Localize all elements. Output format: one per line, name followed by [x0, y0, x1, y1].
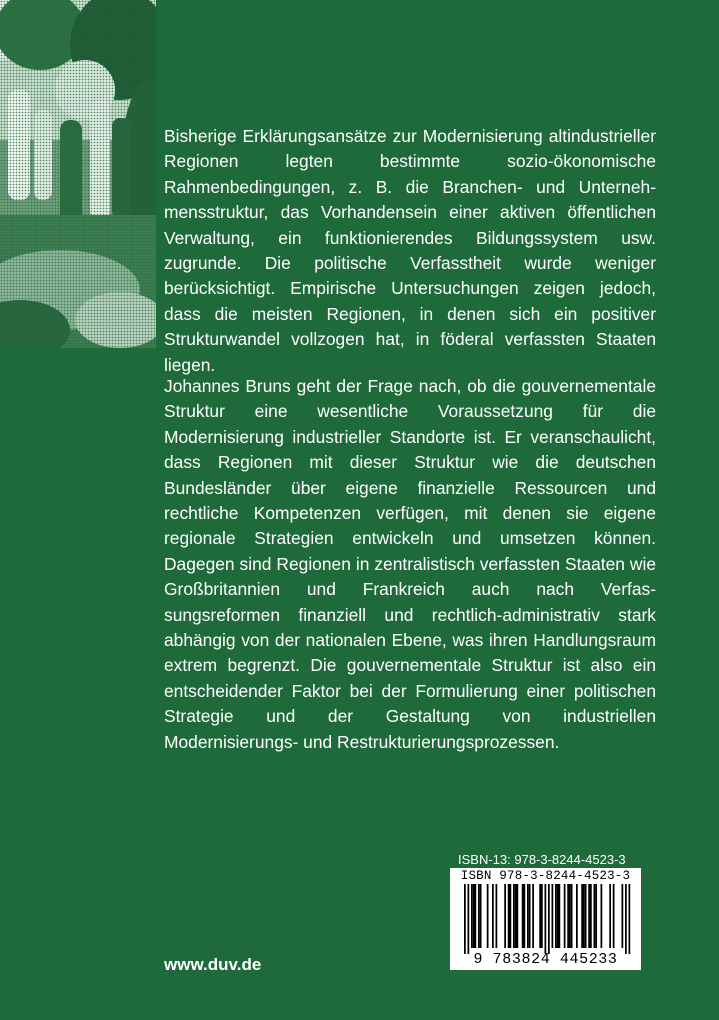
- cover-photo-halftone: [0, 0, 156, 348]
- barcode-bar: [496, 884, 498, 948]
- barcode-bars: [450, 884, 641, 954]
- blurb-paragraph-1: Bisherige Erklärungsansätze zur Modernisierung altindustrieller Regionen legten bestimmte sozio-ökonomische Rahmenbedingungen, z. B. die Branchen- und Unternehmensstruktur, das Vorhandensein einer aktiven öffentlichen Verwaltung, ein funktionierendes Bildungssystem usw. zugrunde. Die politische Verfasstheit wurde weniger berücksichtigt. Empirische Untersuchungen zeigen jedoch, dass die meisten Regionen, in denen sich ein positiver Strukturwandel vollzogen hat, in föderal verfassten Staaten liegen.: [164, 126, 656, 375]
- barcode-bar: [594, 884, 596, 948]
- barcode-bar: [548, 884, 550, 954]
- barcode-bar: [613, 884, 615, 948]
- barcode-bar: [524, 884, 526, 948]
- barcode-bar: [557, 884, 559, 948]
- barcode-bar: [567, 884, 569, 948]
- barcode-bar: [559, 884, 561, 948]
- barcode-bar: [564, 884, 566, 948]
- barcode-bar: [527, 884, 529, 948]
- barcode-bar: [539, 884, 541, 948]
- publisher-website: www.duv.de: [164, 955, 262, 974]
- barcode-bar: [585, 884, 587, 948]
- isbn-barcode: [450, 868, 641, 970]
- barcode-bar: [487, 884, 489, 948]
- barcode-bar: [515, 884, 517, 948]
- barcode-bar: [504, 884, 506, 948]
- barcode-bar: [569, 884, 571, 948]
- barcode-bar: [545, 884, 547, 954]
- barcode-bar: [629, 884, 631, 954]
- barcode-bar: [492, 884, 494, 948]
- barcode-bar: [471, 884, 473, 948]
- barcode-bar: [576, 884, 578, 948]
- barcode-bar: [508, 884, 510, 948]
- barcode-bar: [464, 884, 466, 954]
- barcode-bar: [529, 884, 531, 948]
- barcode-bar: [478, 884, 480, 948]
- barcode-bar: [510, 884, 512, 948]
- blurb-paragraph-2: Johannes Bruns geht der Frage nach, ob die gouvernementale Struktur eine wesentliche Voraussetzung für die Modernisierung industrieller Standorte ist. Er veranschaulicht, dass Regionen mit dieser Struktur wie die deutschen Bundesländer über eigene finanzielle Ressourcen und rechtliche Kompetenzen verfügen, mit denen sie eigene regionale Strategien entwickeln und umsetzen können. Dagegen sind Regionen in zentralistisch verfassten Staaten wie Großbritannien und Frankreich auch nach Verfassungsreformen finanziell und rechtlich-administrativ stark abhängig von der nationalen Ebene, was ihren Handlungsraum extrem begrenzt. Die gouvernementale Struktur ist also ein entscheidender Faktor bei der Formulierung einer politischen Strategie und der Gestaltung von industriellen Modernisierungs- und Restrukturierungsprozessen.: [164, 376, 656, 752]
- isbn-label: ISBN-13: 978-3-8244-4523-3: [458, 852, 626, 867]
- barcode-bar: [513, 884, 515, 948]
- barcode-bar: [595, 884, 597, 948]
- barcode-bar: [532, 884, 534, 948]
- barcode-bar: [522, 884, 524, 948]
- barcode-bar: [609, 884, 611, 948]
- barcode-bar: [480, 884, 482, 948]
- barcode-header-text: ISBN 978-3-8244-4523-3: [460, 869, 631, 883]
- barcode-bar: [468, 884, 470, 954]
- barcode-bar: [517, 884, 519, 948]
- barcode-bar: [475, 884, 477, 948]
- barcode-bar: [552, 884, 554, 948]
- barcode-bar: [590, 884, 592, 948]
- barcode-bar: [541, 884, 543, 948]
- barcode-bar: [473, 884, 475, 948]
- barcode-bar: [555, 884, 557, 948]
- barcode-bar: [583, 884, 585, 948]
- barcode-bar: [601, 884, 603, 948]
- barcode-digits: 9 783824 445233: [473, 951, 618, 968]
- barcode-bar: [571, 884, 573, 948]
- barcode-bar: [625, 884, 627, 954]
- barcode-bar: [581, 884, 583, 948]
- barcode-bar: [622, 884, 624, 948]
- barcode-bar: [588, 884, 590, 948]
